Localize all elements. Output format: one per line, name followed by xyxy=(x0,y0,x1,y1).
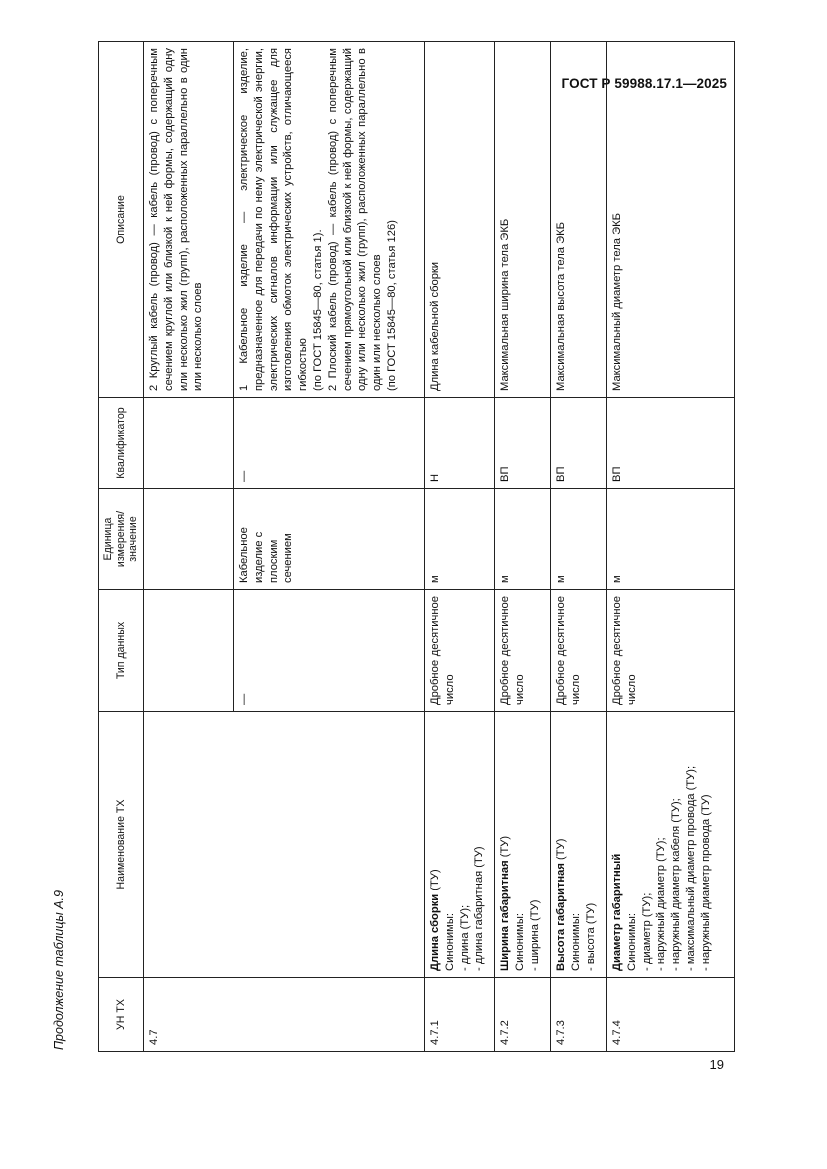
table-row-4-7-3 xyxy=(551,42,607,1052)
name-suffix: (ТУ) xyxy=(555,838,568,864)
col-header-description: Описание xyxy=(99,42,144,398)
name-bold: Ширина габаритная xyxy=(499,860,512,971)
cell-type-4-7-top xyxy=(144,590,234,712)
standard-code: ГОСТ Р 59988.17.1—2025 xyxy=(561,76,727,91)
cell-unit-4-7-top xyxy=(144,489,234,590)
name-suffix: (ТУ) xyxy=(499,835,512,861)
cell-id: 4.7.2 xyxy=(495,978,551,1052)
synonym: - длина (ТУ); xyxy=(458,904,471,971)
table-row-4-7-2 xyxy=(495,42,551,1052)
table-header-row xyxy=(99,42,144,1052)
col-header-id: УН ТХ xyxy=(99,978,144,1052)
cell-type: Дробное десятичное число xyxy=(495,590,551,712)
name-bold: Диаметр габаритный xyxy=(611,853,624,971)
synonyms-label: Синонимы: xyxy=(443,913,456,971)
table-row-4-7-top xyxy=(144,42,234,1052)
col-header-unit: Единица измерения/ значение xyxy=(99,489,144,590)
name-bold: Высота габаритная xyxy=(555,863,568,971)
cell-id: 4.7.4 xyxy=(607,978,735,1052)
desc-line: (по ГОСТ 15845—80, статья 126) xyxy=(385,220,398,391)
cell-name xyxy=(607,712,735,978)
cell-unit: м xyxy=(425,489,495,590)
synonyms-label: Синонимы: xyxy=(513,913,526,971)
col-header-name: Наименование ТХ xyxy=(99,712,144,978)
cell-unit-4-7: Кабельное изделие с плоским сечением xyxy=(234,489,425,590)
desc-line: 2 Плоский кабель (провод) — кабель (провод) с поперечным сечением прямоугольной или близкой к ней формы, содержащий одну или несколько жил (групп), расположенных параллельно в один или несколько слоев xyxy=(326,48,384,391)
name-suffix: (ТУ) xyxy=(429,869,442,894)
cell-unit: м xyxy=(607,489,735,590)
table-row-4-7-1 xyxy=(425,42,495,1052)
cell-type: Дробное десятичное число xyxy=(607,590,735,712)
cell-unit: м xyxy=(495,489,551,590)
table-caption: Продолжение таблицы А.9 xyxy=(52,890,66,1050)
synonym: - наружный диаметр кабеля (ТУ); xyxy=(670,798,683,971)
synonym: - высота (ТУ) xyxy=(584,902,597,971)
cell-description: Максимальный диаметр тела ЭКБ xyxy=(607,42,735,398)
col-header-type: Тип данных xyxy=(99,590,144,712)
synonym: - максимальный диаметр провода (ТУ); xyxy=(685,765,698,971)
cell-type-4-7: — xyxy=(234,590,425,712)
synonyms-label: Синонимы: xyxy=(625,913,638,971)
cell-description: Максимальная высота тела ЭКБ xyxy=(551,42,607,398)
cell-name xyxy=(495,712,551,978)
cell-qualifier: ВП xyxy=(495,398,551,489)
characteristics-table xyxy=(98,41,735,1052)
cell-qualifier: Н xyxy=(425,398,495,489)
cell-unit: м xyxy=(551,489,607,590)
cell-description: Максимальная ширина тела ЭКБ xyxy=(495,42,551,398)
cell-description: Длина кабельной сборки xyxy=(425,42,495,398)
table-row-4-7-4 xyxy=(607,42,735,1052)
cell-name xyxy=(551,712,607,978)
synonym: - диаметр (ТУ); xyxy=(640,892,653,971)
cell-qualifier: ВП xyxy=(551,398,607,489)
cell-qualifier: ВП xyxy=(607,398,735,489)
desc-line: 1 Кабельное изделие — электрическое изделие, предназначенное для передачи по нему электрической энергии, электрических сигналов информации или служащее для изготовления обмоток электрических устройств, отличающееся гибкостью xyxy=(238,48,310,391)
col-header-qualifier: Квалификатор xyxy=(99,398,144,489)
cell-desc-4-7-top: 2 Круглый кабель (провод) — кабель (провод) с поперечным сечением круглой или близкой к ней формы, содержащий одну или несколько жил (групп), расположенных параллельно в один или несколько слоев xyxy=(144,42,234,398)
synonym: - наружный диаметр провода (ТУ) xyxy=(699,794,712,971)
cell-id-4-7: 4.7 xyxy=(144,978,425,1052)
synonyms-label: Синонимы: xyxy=(569,913,582,971)
cell-name-4-7 xyxy=(144,712,425,978)
cell-desc-4-7 xyxy=(234,42,425,398)
cell-id: 4.7.3 xyxy=(551,978,607,1052)
cell-qualifier-4-7: — xyxy=(234,398,425,489)
name-bold: Длина сборки xyxy=(429,893,442,971)
cell-id: 4.7.1 xyxy=(425,978,495,1052)
synonym: - наружный диаметр (ТУ); xyxy=(655,837,668,971)
page-number: 19 xyxy=(709,1057,724,1072)
cell-type: Дробное десятичное число xyxy=(551,590,607,712)
cell-name xyxy=(425,712,495,978)
synonym: - ширина (ТУ) xyxy=(528,899,541,971)
desc-line: (по ГОСТ 15845—80, статья 1). xyxy=(312,229,325,391)
synonym: - длина габаритная (ТУ) xyxy=(473,846,486,971)
cell-qualifier-4-7-top xyxy=(144,398,234,489)
cell-type: Дробное десятичное число xyxy=(425,590,495,712)
